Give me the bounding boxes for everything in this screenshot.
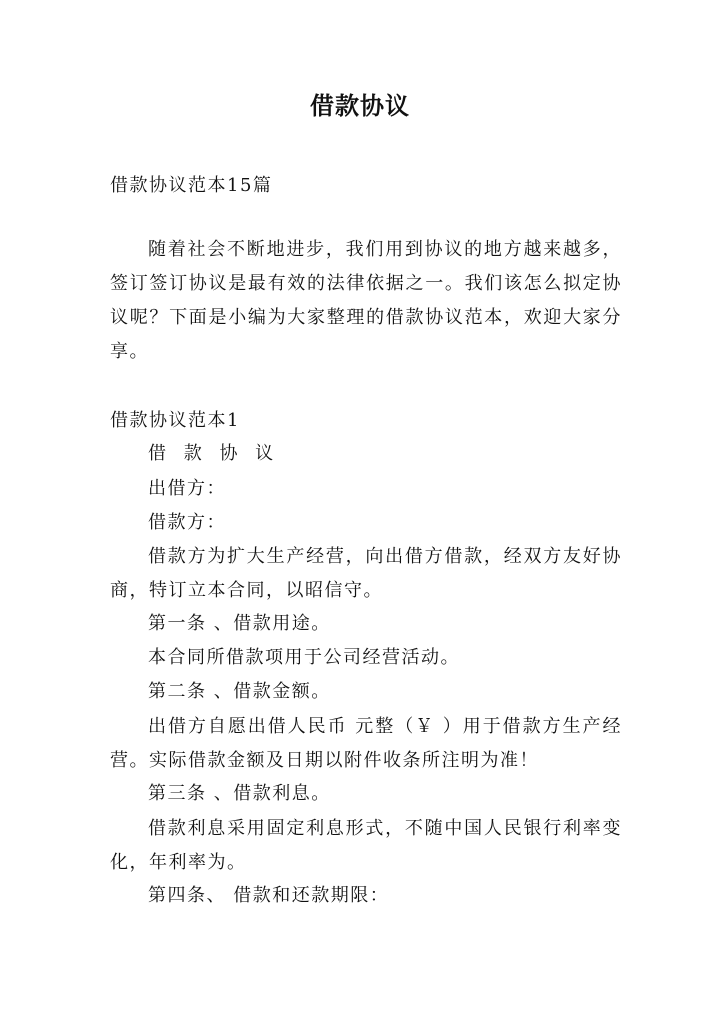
article1-body: 本合同所借款项用于公司经营活动。 bbox=[148, 647, 460, 668]
lender-field: 出借方： bbox=[148, 478, 226, 499]
intro-paragraph: 随着社会不断地进步，我们用到协议的地方越来越多，签订签订协议是最有效的法律依据之一。我们该怎么拟定协议呢？下面是小编为大家整理的借款协议范本，欢迎大家分享。 bbox=[110, 239, 622, 362]
article3-title: 第三条 、借款利息。 bbox=[148, 783, 331, 804]
article4-title: 第四条、 借款和还款期限： bbox=[148, 885, 390, 906]
section-heading: 借款协议范本1 bbox=[110, 410, 240, 431]
borrower-field: 借款方： bbox=[148, 512, 226, 533]
article2-body: 出借方自愿出借人民币 元整（￥ ）用于借款方生产经营。实际借款金额及日期以附件收条所注明为准！ bbox=[110, 716, 622, 771]
document-title: 借款协议 bbox=[310, 92, 410, 120]
contract-title: 借 款 协 议 bbox=[148, 443, 280, 464]
article1-title: 第一条 、借款用途。 bbox=[148, 613, 331, 634]
article3-body: 借款利息采用固定利息形式，不随中国人民银行利率变化，年利率为。 bbox=[110, 818, 622, 873]
document-subtitle: 借款协议范本15篇 bbox=[110, 175, 273, 196]
article2-title: 第二条 、借款金额。 bbox=[148, 681, 331, 702]
preamble-paragraph: 借款方为扩大生产经营，向出借方借款，经双方友好协商，特订立本合同，以昭信守。 bbox=[110, 546, 622, 601]
